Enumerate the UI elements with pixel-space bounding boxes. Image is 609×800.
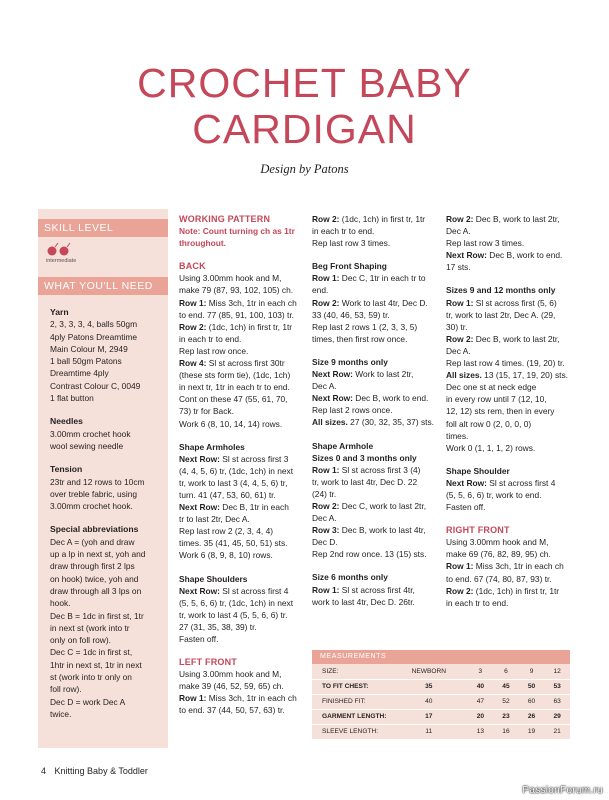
shape-armhole-heading: Shape Armhole	[312, 440, 374, 451]
text-line: Row 1: Miss 3ch, 1tr in each ch	[446, 561, 564, 572]
measurement-value: 20	[468, 709, 494, 724]
measurement-value: 17	[390, 709, 468, 724]
title-line-1: CROCHET BABY	[137, 60, 472, 106]
text-line: Work 0 (1, 1, 1, 2) rows.	[446, 442, 536, 453]
table-row	[312, 679, 570, 694]
text-line: Rep last 2 rows 1 (2, 3, 3, 5)	[312, 321, 418, 332]
abbreviation-line: foll row).	[50, 684, 82, 695]
text-line: Next Row: Dec B, work to end.	[312, 393, 429, 404]
text-line: in each tr to end.	[446, 597, 509, 608]
text-line: 17 sts.	[446, 262, 471, 273]
pattern-column-1	[179, 213, 303, 717]
beg-front-shaping-heading: Beg Front Shaping	[312, 261, 387, 272]
text-line: 73) tr for Back.	[179, 406, 234, 417]
yarn-line: 4ply Patons Dreamtime	[50, 331, 138, 342]
text-line: Next Row: Sl st across first 3	[179, 453, 289, 464]
measurements-table	[312, 650, 570, 740]
row-label: Row 1:	[179, 693, 207, 704]
row-label: Row 2:	[446, 214, 474, 224]
yarn-line: 1 flat button	[50, 393, 94, 404]
text-line: Cont on these 47 (55, 61, 70,	[179, 394, 288, 405]
measurement-value: 47	[468, 694, 494, 709]
text-line: Work 6 (8, 10, 14, 14) rows.	[179, 418, 283, 429]
table-row	[312, 724, 570, 739]
text-line: (4, 4, 5, 6) tr, (1dc, 1ch) in next	[179, 465, 294, 476]
yarn-line: Dreamtime 4ply	[50, 368, 109, 379]
text-line: times. 35 (41, 45, 50, 51) sts.	[179, 538, 288, 549]
abbreviation-line: only on foll row).	[50, 635, 111, 646]
skill-level	[38, 237, 168, 277]
left-front-heading: LEFT FRONT	[179, 657, 237, 668]
measurement-value: 13	[468, 724, 494, 739]
row-label: Next Row:	[312, 393, 353, 404]
measurement-label: GARMENT LENGTH:	[312, 709, 390, 724]
measurement-value: 16	[493, 724, 519, 739]
shape-shoulders-heading: Shape Shoulders	[179, 573, 248, 584]
tension-line: 23tr and 12 rows to 10cm	[50, 476, 145, 487]
text-line: Next Row: Dec B, 1tr in each	[179, 502, 289, 513]
row-label: Row 2:	[312, 297, 340, 308]
skill-level-value: intermediate	[46, 258, 77, 264]
row-label: Row 1:	[312, 273, 340, 284]
abbreviations-heading: Special abbreviations	[50, 524, 139, 535]
row-label: All sizes.	[312, 417, 348, 428]
text-line: Row 1: Sl st across first (5, 6)	[446, 297, 557, 308]
measurement-value: 63	[544, 694, 570, 709]
needles-line: 3.00mm crochet hook	[50, 428, 131, 439]
measurement-value: NEWBORN	[390, 664, 468, 679]
text-line: Work 6 (8, 9, 8, 10) rows.	[179, 550, 273, 561]
row-label: Row 3:	[312, 525, 340, 536]
sizes-9-12-heading: Sizes 9 and 12 months only	[446, 285, 556, 296]
page-footer	[41, 766, 148, 776]
row-label: All sizes.	[446, 370, 482, 381]
row-label: Row 1:	[312, 584, 340, 595]
text-line: tr, work to last 4tr, Dec D. 22	[312, 476, 418, 487]
abbreviation-line: draw through first 2 lps	[50, 561, 135, 572]
text-line: Next Row: Sl st across first 4	[446, 477, 556, 488]
row-label: Next Row:	[446, 250, 487, 261]
measurement-value: 45	[493, 679, 519, 694]
publication-name: Knitting Baby & Toddler	[54, 766, 148, 776]
text-line: Row 1: Sl st across first 3 (4)	[312, 464, 421, 475]
measurement-value: 40	[390, 694, 468, 709]
text-line: make 79 (87, 93, 102, 105) ch.	[179, 285, 294, 296]
text-line: (24) tr.	[312, 488, 337, 499]
measurement-label: TO FIT CHEST:	[312, 679, 390, 694]
text-line: 27 (31, 35, 38, 39) tr.	[179, 621, 257, 632]
text-line: end.	[312, 285, 329, 296]
abbreviation-line: Dec A = (yoh and draw	[50, 536, 135, 547]
measurement-value: 40	[468, 679, 494, 694]
text-line: Row 2: Dec C, work to last 2tr,	[312, 500, 427, 511]
abbreviation-line: 1htr in next st, 1tr in next	[50, 659, 142, 670]
text-line: Fasten off.	[179, 634, 219, 644]
needles-heading: Needles	[50, 416, 83, 427]
abbreviation-line: Dec D = work Dec A	[50, 696, 126, 707]
page-number: 4	[41, 766, 47, 776]
yarn-line: 2, 3, 3, 3, 4, balls 50gm	[50, 319, 138, 330]
pattern-column-3	[446, 213, 570, 609]
abbreviation-line: twice.	[50, 708, 72, 719]
text-line: Rep last row 3 times.	[312, 238, 391, 249]
text-line: tr to last 2tr, Dec A.	[179, 514, 250, 525]
row-label: Next Row:	[179, 502, 220, 513]
row-label: Row 2:	[179, 321, 207, 332]
shape-shoulder-heading: Shape Shoulder	[446, 465, 510, 476]
text-line: foll alt row 0 (2, 0, 0, 0)	[446, 418, 532, 429]
row-label: Row 2:	[446, 333, 474, 344]
text-line: Rep 2nd row once. 13 (15) sts.	[312, 549, 427, 560]
measurement-value: 21	[544, 724, 570, 739]
text-line: Row 1: Sl st across first 4tr,	[312, 584, 415, 595]
text-line: 33 (40, 46, 53, 59) tr.	[312, 309, 390, 320]
measurement-value: 11	[390, 724, 468, 739]
text-line: Dec A.	[312, 513, 337, 524]
text-line: tr, work to last 4 (5, 5, 6, 6) tr.	[179, 609, 288, 620]
abbreviation-line: st (work into tr only on	[50, 672, 132, 683]
measurements-heading: MEASUREMENTS	[312, 650, 570, 664]
measurement-value: 26	[519, 709, 545, 724]
text-line: turn. 41 (47, 53, 60, 61) tr.	[179, 489, 276, 500]
text-line: All sizes. 27 (30, 32, 35, 37) sts.	[312, 417, 434, 428]
shape-armholes-heading: Shape Armholes	[179, 441, 245, 452]
note-line: Note: Count turning ch as 1tr	[179, 226, 295, 237]
tension-line: over treble fabric, using	[50, 488, 138, 499]
row-label: Next Row:	[446, 477, 487, 488]
text-line: Row 2: (1dc, 1ch) in first tr, 1tr	[312, 214, 426, 224]
table-row	[312, 664, 570, 679]
text-line: Row 3: Dec B, work to last 4tr,	[312, 525, 426, 536]
title-line-2: CARDIGAN	[192, 106, 417, 152]
text-line: to end. 37 (44, 50, 57, 63) tr.	[179, 705, 285, 716]
text-line: make 39 (46, 52, 59, 65) ch.	[179, 681, 284, 692]
working-pattern-heading: WORKING PATTERN	[179, 214, 271, 224]
sidebar	[38, 209, 168, 748]
row-label: Row 4:	[179, 358, 207, 369]
text-line: Row 2: (1dc, 1ch) in first tr, 1tr	[446, 585, 560, 596]
abbreviation-line: up a lp in next st, yoh and	[50, 549, 146, 560]
text-line: Row 4: Sl st across first 30tr	[179, 358, 285, 369]
materials-list	[38, 306, 168, 720]
text-line: to end. 77 (85, 91, 100, 103) tr.	[179, 309, 295, 320]
text-line: 12, 12) sts rem, then in every	[446, 406, 555, 417]
back-heading: BACK	[179, 261, 206, 272]
row-label: Row 1:	[446, 561, 474, 572]
text-line: in each tr to end.	[312, 226, 375, 237]
row-label: Next Row:	[179, 585, 220, 596]
yarn-heading: Yarn	[50, 307, 69, 317]
measurement-value: 3	[468, 664, 494, 679]
text-line: Rep last 2 rows once.	[312, 405, 393, 416]
row-label: Row 2:	[312, 214, 340, 224]
text-line: Row 1: Miss 3ch, 1tr in each ch	[179, 693, 297, 704]
text-line: tr, work to last 3 (4, 4, 5, 6) tr,	[179, 477, 288, 488]
abbreviation-line: hook.	[50, 598, 71, 609]
text-line: Row 2: Dec B, work to last 2tr,	[446, 214, 560, 224]
text-line: Using 3.00mm hook and M,	[446, 537, 549, 548]
abbreviation-line: in next st (work into tr	[50, 622, 130, 633]
text-line: Row 1: Miss 3ch, 1tr in each ch	[179, 297, 297, 308]
sizes-0-3-heading: Sizes 0 and 3 months only	[312, 452, 417, 463]
size-6-heading: Size 6 months only	[312, 572, 388, 583]
tension-line: 3.00mm crochet hook.	[50, 501, 133, 512]
measurement-value: 12	[544, 664, 570, 679]
text-line: Dec A.	[446, 226, 471, 237]
measurement-value: 9	[519, 664, 545, 679]
text-line: Rep last row 2 (2, 3, 4, 4)	[179, 526, 274, 537]
text-line: All sizes. 13 (15, 17, 19, 20) sts.	[446, 370, 568, 381]
measurement-value: 19	[519, 724, 545, 739]
measurement-value: 52	[493, 694, 519, 709]
text-line: make 69 (76, 82, 89, 95) ch.	[446, 549, 551, 560]
text-line: (these sts form tie), (1dc, 1ch)	[179, 370, 291, 381]
text-line: Next Row: Dec B, work to end.	[446, 250, 563, 261]
text-line: in every row until 7 (12, 10,	[446, 394, 547, 405]
text-line: Row 2: Dec B, work to last 2tr,	[446, 333, 560, 344]
row-label: Row 1:	[179, 297, 207, 308]
text-line: Using 3.00mm hook and M,	[179, 273, 282, 284]
text-line: (5, 5, 6, 6) tr, work to end.	[446, 489, 542, 500]
what-you-need-heading: WHAT YOU'LL NEED	[38, 277, 168, 295]
measurement-value: 60	[519, 694, 545, 709]
abbreviation-line: on hook) twice, yoh and	[50, 573, 139, 584]
text-line: Row 1: Dec C, 1tr in each tr to	[312, 273, 426, 284]
row-label: Row 2:	[446, 585, 474, 596]
measurement-value: 29	[544, 709, 570, 724]
note-line: throughout.	[179, 238, 226, 249]
text-line: Dec one st at neck edge	[446, 382, 537, 393]
measurement-label: SIZE:	[312, 664, 390, 679]
table-row	[312, 694, 570, 709]
measurement-label: SLEEVE LENGTH:	[312, 724, 390, 739]
row-label: Row 2:	[312, 500, 340, 511]
measurement-value: 6	[493, 664, 519, 679]
text-line: times, then first row once.	[312, 333, 408, 344]
row-label: Next Row:	[312, 369, 353, 380]
text-line: work to last 4tr, Dec D. 26tr.	[312, 596, 415, 607]
yarn-line: Contrast Colour C, 0049	[50, 380, 141, 391]
right-front-heading: RIGHT FRONT	[446, 525, 510, 536]
text-line: 30) tr.	[446, 321, 468, 332]
text-line: Next Row: Work to last 2tr,	[312, 369, 414, 380]
text-line: Using 3.00mm hook and M,	[179, 669, 282, 680]
row-label: Row 1:	[446, 297, 474, 308]
skill-level-heading: SKILL LEVEL	[38, 219, 168, 237]
text-line: times.	[446, 430, 469, 441]
yarn-line: 1 ball 50gm Patons	[50, 356, 122, 367]
table-row	[312, 709, 570, 724]
text-line: in next tr, 1tr in each tr to end.	[179, 382, 290, 393]
tension-heading: Tension	[50, 464, 83, 475]
abbreviation-line: draw through all 3 lps on	[50, 585, 142, 596]
measurement-label: FINISHED FIT:	[312, 694, 390, 709]
watermark: PassionForum.ru	[522, 785, 603, 796]
row-label: Next Row:	[179, 453, 220, 464]
text-line: to end. 67 (74, 80, 87, 93) tr.	[446, 573, 552, 584]
text-line: Rep last row 3 times.	[446, 238, 525, 249]
text-line: Rep last row once.	[179, 345, 249, 356]
measurement-value: 35	[390, 679, 468, 694]
text-line: tr, work to last 2tr, Dec A. (29,	[446, 309, 556, 320]
yarn-line: Main Colour M, 2949	[50, 343, 128, 354]
text-line: Rep last row 4 times. (19, 20) tr.	[446, 358, 565, 369]
measurement-value: 50	[519, 679, 545, 694]
text-line: Dec A.	[446, 345, 471, 356]
text-line: (5, 5, 6, 6) tr, (1dc, 1ch) in next	[179, 597, 294, 608]
text-line: Next Row: Sl st across first 4	[179, 585, 289, 596]
measurement-value: 53	[544, 679, 570, 694]
pattern-column-2	[312, 213, 440, 608]
abbreviation-line: Dec B = 1dc in first st, 1tr	[50, 610, 144, 621]
text-line: Row 2: Work to last 4tr, Dec D.	[312, 297, 428, 308]
needles-line: wool sewing needle	[50, 440, 124, 451]
measurement-value: 23	[493, 709, 519, 724]
row-label: Row 1:	[312, 464, 340, 475]
abbreviation-line: Dec C = 1dc in first st,	[50, 647, 133, 658]
text-line: Dec D.	[312, 537, 338, 548]
size-9-heading: Size 9 months only	[312, 356, 388, 367]
designer-byline: Design by Patons	[260, 162, 349, 176]
text-line: Fasten off.	[446, 502, 486, 513]
text-line: Row 2: (1dc, 1ch) in first tr, 1tr	[179, 321, 293, 332]
text-line: in each tr to end.	[179, 333, 242, 344]
text-line: Dec A.	[312, 381, 337, 392]
page-title	[0, 60, 609, 152]
yarn-balls-icon	[46, 242, 74, 256]
